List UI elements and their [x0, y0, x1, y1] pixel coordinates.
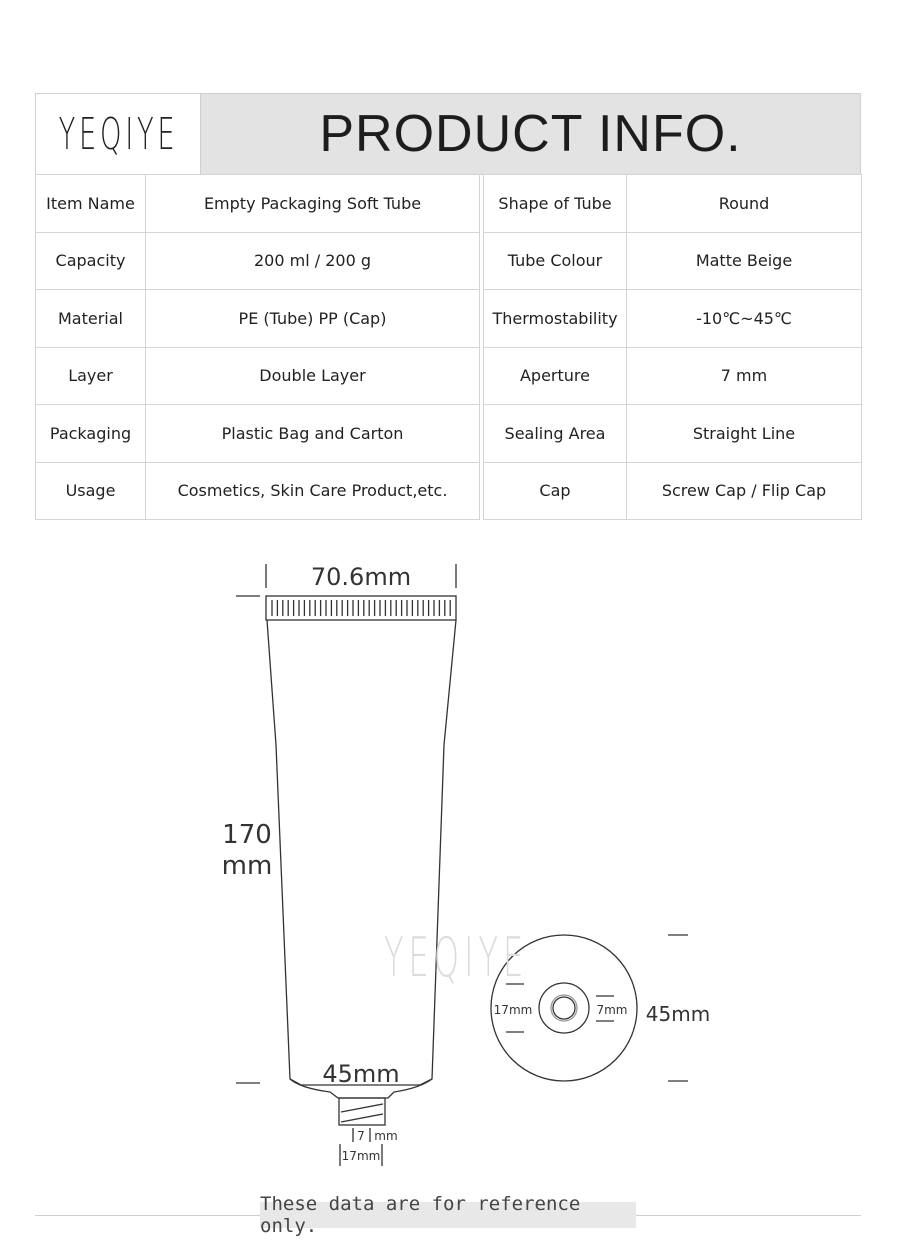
title-cell [201, 94, 860, 174]
product-info-header [35, 93, 861, 175]
spec-label: Shape of Tube [484, 175, 627, 233]
top-width-label: 70.6mm [310, 563, 412, 591]
spec-value: Double Layer [146, 347, 480, 405]
page-title: PRODUCT INFO. [319, 105, 742, 163]
spec-label: Thermostability [484, 290, 627, 348]
spec-value: 200 ml / 200 g [146, 232, 480, 290]
length-unit-label: mm [221, 851, 273, 881]
tube-dimension-drawing [0, 530, 900, 1210]
spec-label: Sealing Area [484, 405, 627, 463]
tube-body-outline [267, 620, 456, 1085]
crimp-ridges [272, 600, 450, 616]
spec-value: Plastic Bag and Carton [146, 405, 480, 463]
spec-value: Empty Packaging Soft Tube [146, 175, 480, 233]
reference-note: These data are for reference only. [260, 1202, 636, 1228]
neck-inner-label: 7 [357, 1129, 365, 1143]
tube-crimp-seal [266, 596, 456, 620]
length-label: 170 [222, 820, 272, 850]
table-row [36, 462, 862, 520]
spec-label: Layer [36, 347, 146, 405]
neck-outer-circle [539, 983, 589, 1033]
neck-thread [341, 1114, 383, 1122]
table-row [36, 405, 862, 463]
spec-value: Cosmetics, Skin Care Product,etc. [146, 462, 480, 520]
spec-label: Tube Colour [484, 232, 627, 290]
spec-value: Matte Beige [627, 232, 862, 290]
spec-label: Packaging [36, 405, 146, 463]
table-row [36, 232, 862, 290]
circle-outer-label: 17mm [493, 1003, 533, 1017]
watermark-logo: YEQIYE [383, 927, 529, 990]
neck-thread [341, 1104, 383, 1112]
circle-diameter-label: 45mm [645, 1002, 711, 1026]
circle-inner-label: 7mm [596, 1003, 628, 1017]
neck-outer-label: 17mm [341, 1149, 381, 1163]
aperture-ring [551, 995, 577, 1021]
logo-cell [36, 94, 201, 174]
table-row [36, 175, 862, 233]
table-row [36, 347, 862, 405]
spec-value: Straight Line [627, 405, 862, 463]
aperture-circle [553, 997, 575, 1019]
spec-value: Screw Cap / Flip Cap [627, 462, 862, 520]
spec-label: Cap [484, 462, 627, 520]
brand-logo: YEQIYE [58, 108, 178, 160]
spec-value: 7 mm [627, 347, 862, 405]
spec-label: Capacity [36, 232, 146, 290]
bottom-width-label: 45mm [322, 1060, 400, 1088]
spec-label: Material [36, 290, 146, 348]
spec-label: Aperture [484, 347, 627, 405]
spec-value: Round [627, 175, 862, 233]
spec-table [35, 174, 862, 520]
spec-label: Usage [36, 462, 146, 520]
table-row [36, 290, 862, 348]
neck-inner-unit: mm [374, 1129, 398, 1143]
spec-value: PE (Tube) PP (Cap) [146, 290, 480, 348]
spec-value: -10℃~45℃ [627, 290, 862, 348]
spec-label: Item Name [36, 175, 146, 233]
